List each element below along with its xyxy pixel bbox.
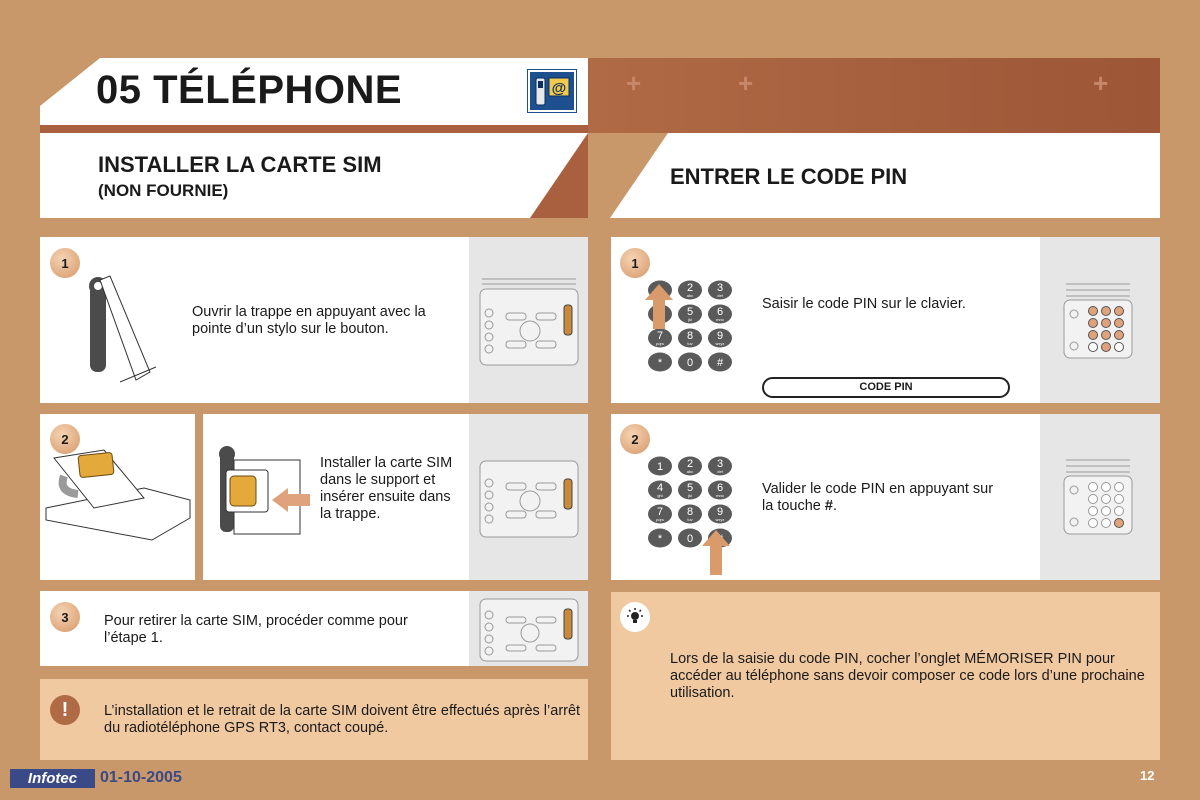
exclamation-icon: ! <box>50 695 80 725</box>
up-arrow-icon <box>645 284 673 329</box>
sim-step-2-text: Installer la carte SIM dans le support et insérer ensuite dans la trappe. <box>320 455 453 522</box>
up-arrow-icon <box>702 530 730 575</box>
keypad-key <box>678 481 702 500</box>
keypad-key <box>708 353 732 372</box>
pin-step-2-text-before: Valider le code PIN en appuyant sur la touche <box>762 481 994 514</box>
keypad-key <box>648 481 672 500</box>
svg-text:5: 5 <box>686 482 694 494</box>
svg-text:7: 7 <box>656 330 664 342</box>
page-title: 05 TÉLÉPHONE <box>96 68 403 112</box>
keypad-key <box>648 529 672 548</box>
svg-text:*: * <box>657 357 663 369</box>
svg-text:0: 0 <box>686 357 694 369</box>
hash-key-label: # <box>824 498 833 514</box>
svg-text:0: 0 <box>686 533 694 545</box>
step-number-badge: 1 <box>620 248 650 278</box>
svg-text:jkl: jkl <box>688 317 692 322</box>
svg-text:wxyz: wxyz <box>715 517 725 522</box>
svg-text:mno: mno <box>716 317 724 322</box>
svg-text:abc: abc <box>686 469 694 474</box>
svg-text:pqrs: pqrs <box>656 341 664 346</box>
footer-date: 01-10-2005 <box>100 769 182 786</box>
svg-text:2: 2 <box>686 282 694 294</box>
keypad-key <box>678 305 702 324</box>
svg-text:*: * <box>657 533 663 545</box>
svg-text:jkl: jkl <box>688 493 692 498</box>
svg-text:mno: mno <box>716 493 724 498</box>
radio-unit-illustration <box>478 275 580 367</box>
svg-text:6: 6 <box>716 306 724 318</box>
sim-step-1-text: Ouvrir la trappe en appuyant avec la pointe d’un stylo sur le bouton. <box>192 304 426 337</box>
code-pin-field: CODE PIN <box>762 377 1010 398</box>
warning-text: L’installation et le retrait de la carte SIM doivent être effectués après l’arrêt du radiotéléphone GPS RT3, contact coupé. <box>104 703 581 736</box>
svg-text:6: 6 <box>716 482 724 494</box>
section-subtitle-sim: (NON FOURNIE) <box>98 181 229 200</box>
svg-text:wxyz: wxyz <box>715 341 725 346</box>
pin-step-1-text: Saisir le code PIN sur le clavier. <box>762 296 966 312</box>
page-number: 12 <box>1140 768 1155 783</box>
svg-text:#: # <box>716 357 724 369</box>
svg-text:def: def <box>717 469 723 474</box>
keypad-key <box>678 457 702 476</box>
keypad-key <box>708 281 732 300</box>
sim-card-tray-illustration <box>44 448 192 548</box>
step-number-badge: 2 <box>620 424 650 454</box>
section-title-sim: INSTALLER LA CARTE SIM <box>98 152 382 177</box>
svg-text:8: 8 <box>686 506 694 518</box>
svg-text:9: 9 <box>716 330 724 342</box>
pin-step-2-text-after: . <box>832 498 837 514</box>
step-number-badge: 2 <box>50 424 80 454</box>
plus-decoration: + <box>1093 68 1109 98</box>
header-band-right <box>588 58 1160 133</box>
svg-text:3: 3 <box>716 282 724 294</box>
phone-at-icon <box>528 70 576 112</box>
keypad-key <box>708 505 732 524</box>
keypad-key <box>678 329 702 348</box>
keypad-key <box>708 457 732 476</box>
sim-step-3-text: Pour retirer la carte SIM, procéder comme pour l’étape 1. <box>104 613 408 646</box>
svg-text:@: @ <box>551 80 567 97</box>
phone-screen-illustration <box>1062 280 1134 360</box>
svg-text:tuv: tuv <box>687 341 693 346</box>
plus-decoration: + <box>738 68 754 98</box>
svg-text:3: 3 <box>716 458 724 470</box>
radio-unit-illustration <box>478 593 580 663</box>
svg-text:pqrs: pqrs <box>656 517 664 522</box>
brand-logo: Infotec <box>10 769 95 788</box>
keypad-key <box>648 353 672 372</box>
keypad-key <box>648 329 672 348</box>
keypad-key <box>708 329 732 348</box>
phone-screen-illustration <box>1062 456 1134 536</box>
header-stripe <box>40 125 588 133</box>
svg-text:2: 2 <box>686 458 694 470</box>
radio-unit-illustration <box>478 455 580 547</box>
keypad-key <box>648 505 672 524</box>
step-number-badge: 3 <box>50 602 80 632</box>
step-number-badge: 1 <box>50 248 80 278</box>
lightbulb-icon <box>620 602 650 632</box>
pin-step-2-text <box>762 481 1007 515</box>
keypad-key <box>708 481 732 500</box>
svg-text:1: 1 <box>656 461 664 473</box>
keypad-key <box>678 353 702 372</box>
svg-text:tuv: tuv <box>687 517 693 522</box>
svg-text:5: 5 <box>686 306 694 318</box>
sim-insert-illustration <box>210 440 310 550</box>
svg-text:7: 7 <box>656 506 664 518</box>
plus-decoration: + <box>626 68 642 98</box>
stylus-press-illustration <box>70 272 170 387</box>
tip-text: Lors de la saisie du code PIN, cocher l’onglet MÉMORISER PIN pour accéder au téléphone sans devoir composer ce code lors d’une prochaine utilisation. <box>670 651 1145 701</box>
svg-text:def: def <box>717 293 723 298</box>
keypad-key <box>678 505 702 524</box>
keypad-key <box>708 305 732 324</box>
keypad-key <box>678 529 702 548</box>
svg-text:8: 8 <box>686 330 694 342</box>
svg-text:9: 9 <box>716 506 724 518</box>
svg-text:4: 4 <box>656 482 664 494</box>
keypad-key <box>678 281 702 300</box>
section-title-pin: ENTRER LE CODE PIN <box>670 164 908 189</box>
svg-text:abc: abc <box>686 293 694 298</box>
keypad-key <box>648 457 672 476</box>
svg-text:ghi: ghi <box>657 493 663 498</box>
